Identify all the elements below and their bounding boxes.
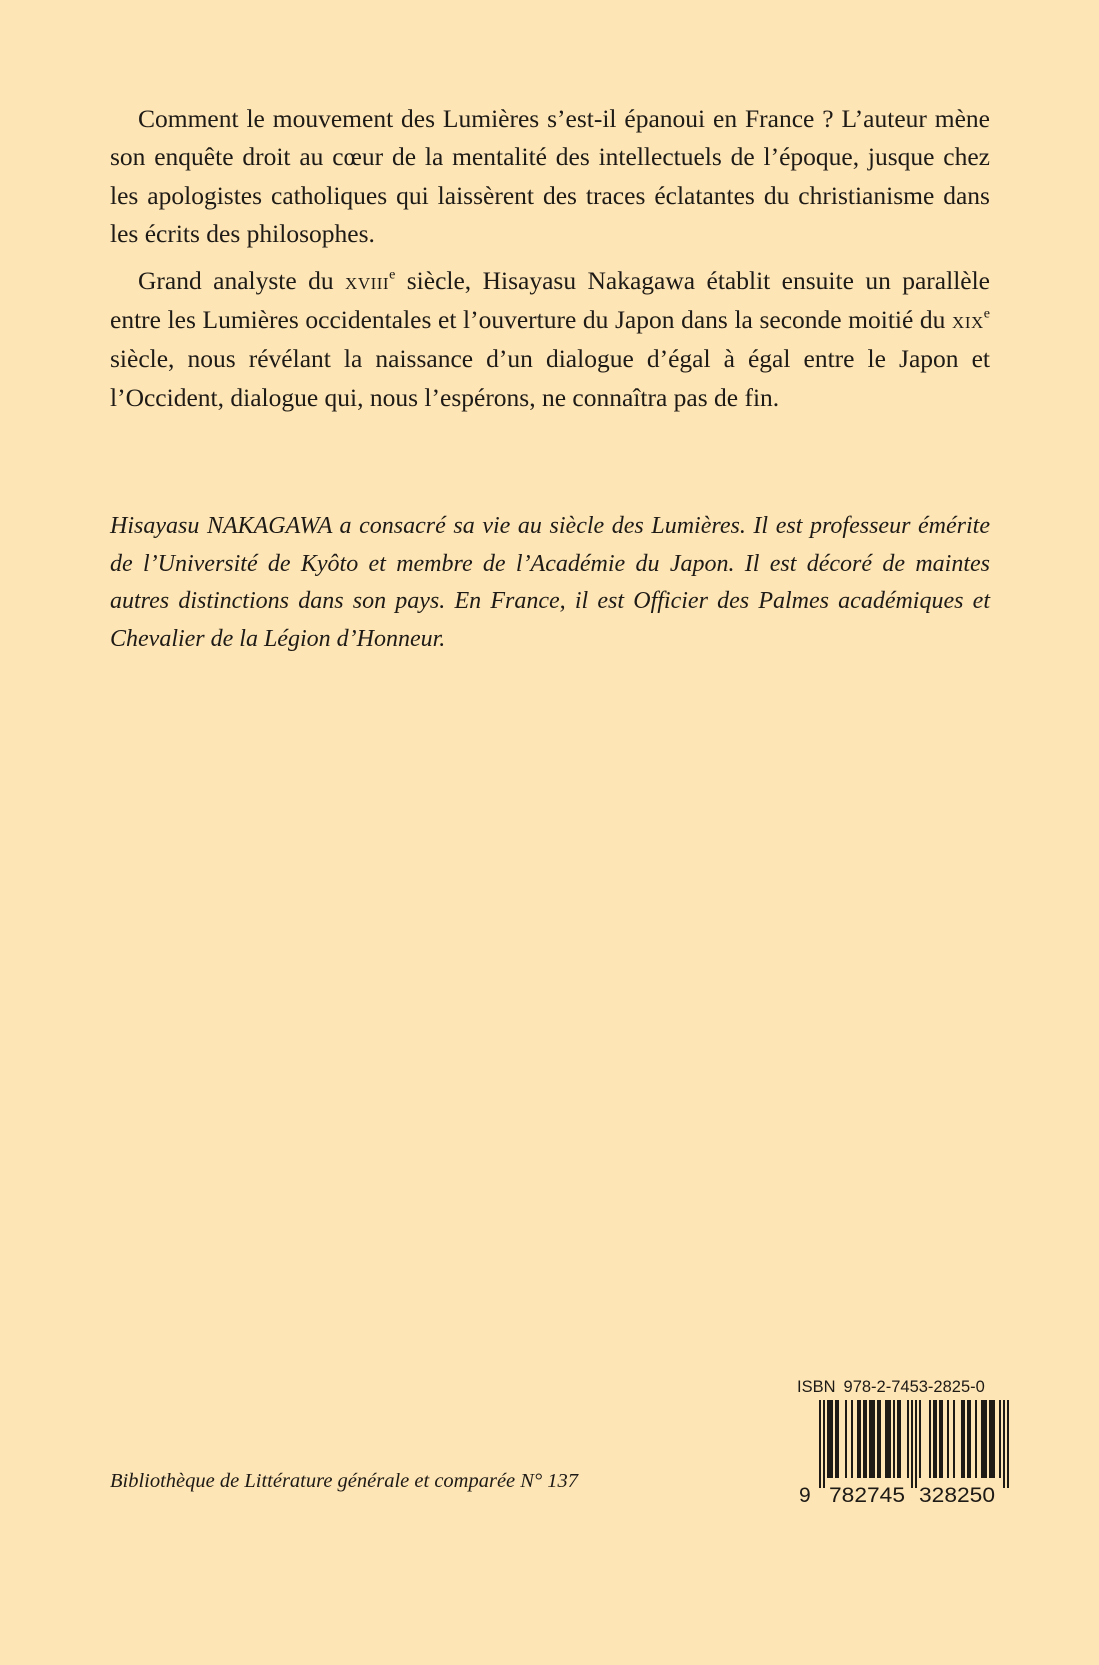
isbn-number: 978-2-7453-2825-0 [843,1378,985,1396]
barcode-bar [947,1400,949,1478]
barcode-bar [911,1400,913,1488]
book-description [110,100,990,417]
barcode-bar [941,1400,943,1478]
barcode-bar [899,1400,901,1478]
barcode-digits-left: 782745 [829,1484,905,1506]
barcode-bar [915,1400,917,1488]
barcode-bar [857,1400,859,1478]
barcode-bar [967,1400,969,1478]
barcode [797,1378,1010,1506]
barcode-bar [981,1400,983,1478]
barcode-bar [975,1400,977,1478]
barcode-bar [907,1400,909,1478]
barcode-bar [961,1400,963,1478]
barcode-bar [887,1400,889,1478]
barcode-bar [939,1400,941,1478]
barcode-bar [935,1400,937,1478]
barcode-bar [865,1400,867,1478]
barcode-bar [835,1400,837,1478]
barcode-bar [889,1400,891,1478]
barcode-bar [837,1400,839,1478]
barcode-bar [919,1400,921,1478]
barcode-bar [873,1400,875,1478]
collection-series: Bibliothèque de Littérature générale et comparée N° 137 [110,1470,579,1492]
barcode-bar [823,1400,825,1488]
barcode-digit-first: 9 [799,1484,811,1506]
barcode-bar [877,1400,879,1478]
description-paragraph-1: Comment le mouvement des Lumières s’est-il épanoui en France ? L’auteur mène son enquête droit au cœur de la mentalité des intellectuels de l’époque, jusque chez les apologistes catholiques qui laissèrent des traces éclatantes du christianisme dans les écrits des philosophes. [110,104,990,249]
century-numeral: xviii [345,267,390,295]
isbn-label: ISBN 978-2-7453-2825-0 [797,1378,985,1396]
barcode-digits-right: 328250 [919,1484,995,1506]
author-bio: Hisayasu NAKAGAWA a consacré sa vie au siècle des Lumières. Il est professeur émérite de l’Université de Kyôto et membre de l’Académie du Japon. Il est décoré de maintes autres distinctions dans son pays. En France, il est Officier des Palmes académiques et Chevalier de la Légion d’Honneur. [110,513,990,652]
barcode-bar [991,1400,993,1478]
barcode-bar [1007,1400,1009,1488]
barcode-bar [879,1400,881,1478]
barcode-bar [871,1400,873,1478]
barcode-bar [969,1400,971,1478]
barcode-bar [831,1400,833,1478]
barcode-bar [897,1400,899,1478]
barcode-bar [983,1400,985,1478]
barcode-bar [963,1400,965,1478]
barcode-bars [797,1400,1010,1506]
barcode-bar [953,1400,955,1478]
barcode-bar [827,1400,829,1478]
barcode-bar [933,1400,935,1478]
barcode-bar [859,1400,861,1478]
barcode-bar [993,1400,995,1478]
barcode-bar [851,1400,853,1478]
barcode-bar [893,1400,895,1478]
description-paragraph-2: Grand analyste du xviii$^e$ siècle, Hisayasu Nakagawa établit ensuite un parallèle entre les Lumières occidentales et l’ouverture du Japon dans la seconde moitié du xix$^e$ siècle, nous révélant la naissance d’un dialogue d’égal à égal entre le Japon et l’Occident, dialogue qui, nous l’espérons, ne connaîtra pas de fin. [110,265,991,412]
barcode-bar [829,1400,831,1478]
barcode-bar [885,1400,887,1478]
century-numeral: xix [952,307,984,335]
barcode-bar [819,1400,821,1488]
barcode-bar [869,1400,871,1478]
barcode-bar [999,1400,1001,1478]
barcode-bar [1003,1400,1005,1488]
barcode-bar [863,1400,865,1478]
barcode-bar [929,1400,931,1478]
barcode-bar [985,1400,987,1478]
barcode-bar [989,1400,991,1478]
barcode-bar [845,1400,847,1478]
